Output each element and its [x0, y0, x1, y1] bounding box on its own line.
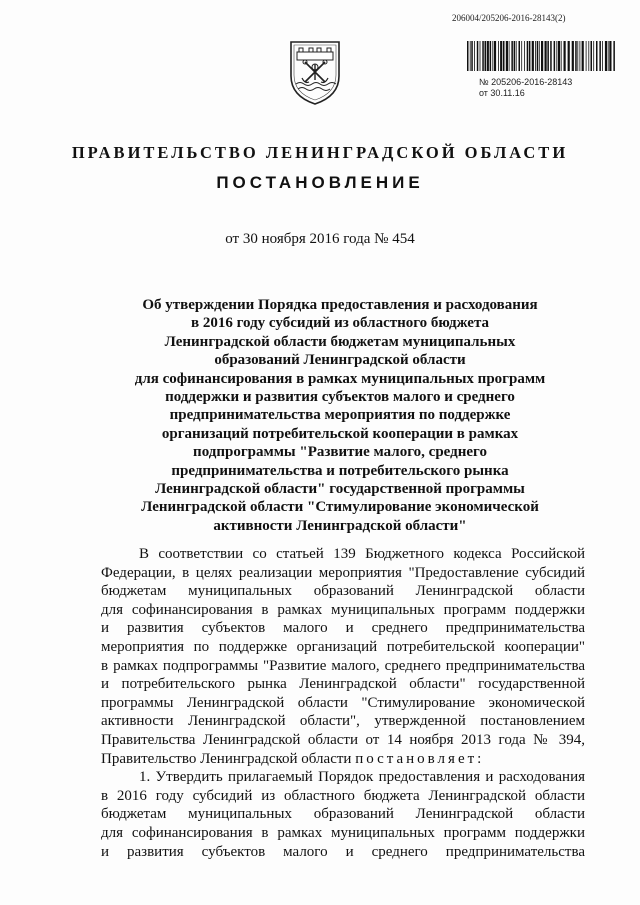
body-line: и развития субъектов малого и среднего предпринимательства	[101, 620, 585, 637]
subject-line: поддержки и развития субъектов малого и среднего	[165, 389, 515, 406]
decree-word: постановляет:	[355, 750, 485, 767]
coat-of-arms-icon	[287, 38, 343, 108]
body-line: в рамках подпрограммы "Развитие малого, среднего предпринимательства	[101, 657, 585, 674]
subject-line: предпринимательства мероприятия по поддержке	[169, 407, 511, 424]
subject-line: организаций потребительской кооперации в рамках	[161, 425, 519, 442]
body-line: и потребительского рынка Ленинградской области" государственной	[101, 676, 585, 693]
subject-line: в 2016 году субсидий из областного бюджета	[190, 315, 490, 332]
subject-line: Об утверждении Порядка предоставления и расходования	[142, 297, 538, 313]
body-line: Правительства Ленинградской области от 14 ноября 2013 года № 394,	[101, 731, 585, 748]
body-line: В соответствии со статьей 139 Бюджетного кодекса Российской	[139, 546, 585, 562]
subject-line: подпрограммы "Развитие малого, среднего	[193, 444, 487, 461]
document-type: ПОСТАНОВЛЕНИЕ	[216, 173, 424, 192]
body-line: бюджетам муниципальных образований Ленинградской области	[101, 806, 585, 823]
body-line: для софинансирования в рамках муниципальных программ поддержки	[101, 824, 585, 841]
subject-line: для софинансирования в рамках муниципальных программ	[134, 370, 546, 387]
body-line: мероприятия по поддержке организаций потребительской кооперации"	[101, 638, 585, 655]
subject-line: Ленинградской области бюджетам муниципальных	[164, 333, 516, 350]
document-date: от 30 ноября 2016 года № 454	[225, 231, 415, 247]
government-title: ПРАВИТЕЛЬСТВО ЛЕНИНГРАДСКОЙ ОБЛАСТИ	[71, 143, 569, 162]
subject-line: активности Ленинградской области"	[213, 517, 467, 534]
body-line: программы Ленинградской области "Стимулирование экономической	[101, 694, 585, 711]
body-line-prefix: Правительство Ленинградской области	[101, 750, 356, 767]
body-line: и развития субъектов малого и среднего предпринимательства	[101, 843, 585, 860]
body-line: активности Ленинградской области", утвержденной постановлением	[101, 713, 585, 730]
body-line: 1. Утвердить прилагаемый Порядок предоставления и расходования	[139, 769, 585, 786]
body-line: бюджетам муниципальных образований Ленинградской области	[101, 583, 585, 600]
document-body	[101, 545, 585, 861]
body-line: Федерации, в целях реализации мероприятия "Предоставление субсидий	[101, 564, 585, 581]
subject-line: образований Ленинградской области	[214, 352, 466, 369]
subject-line: предпринимательства и потребительского рынка	[171, 462, 509, 479]
registration-block	[465, 41, 617, 99]
body-line: в 2016 году субсидий из областного бюджета Ленинградской области	[101, 787, 585, 804]
body-line: для софинансирования в рамках муниципальных программ поддержки	[101, 601, 585, 618]
document-id: 206004/205206-2016-28143(2)	[452, 13, 566, 23]
barcode-icon	[465, 41, 617, 71]
body-line	[101, 750, 585, 769]
document-subject	[110, 296, 570, 535]
subject-line: Ленинградской области "Стимулирование экономической	[141, 499, 539, 516]
registration-date: от 30.11.16	[479, 88, 525, 98]
registration-number: № 205206-2016-28143	[479, 77, 573, 87]
subject-line: Ленинградской области" государственной программы	[155, 481, 525, 498]
